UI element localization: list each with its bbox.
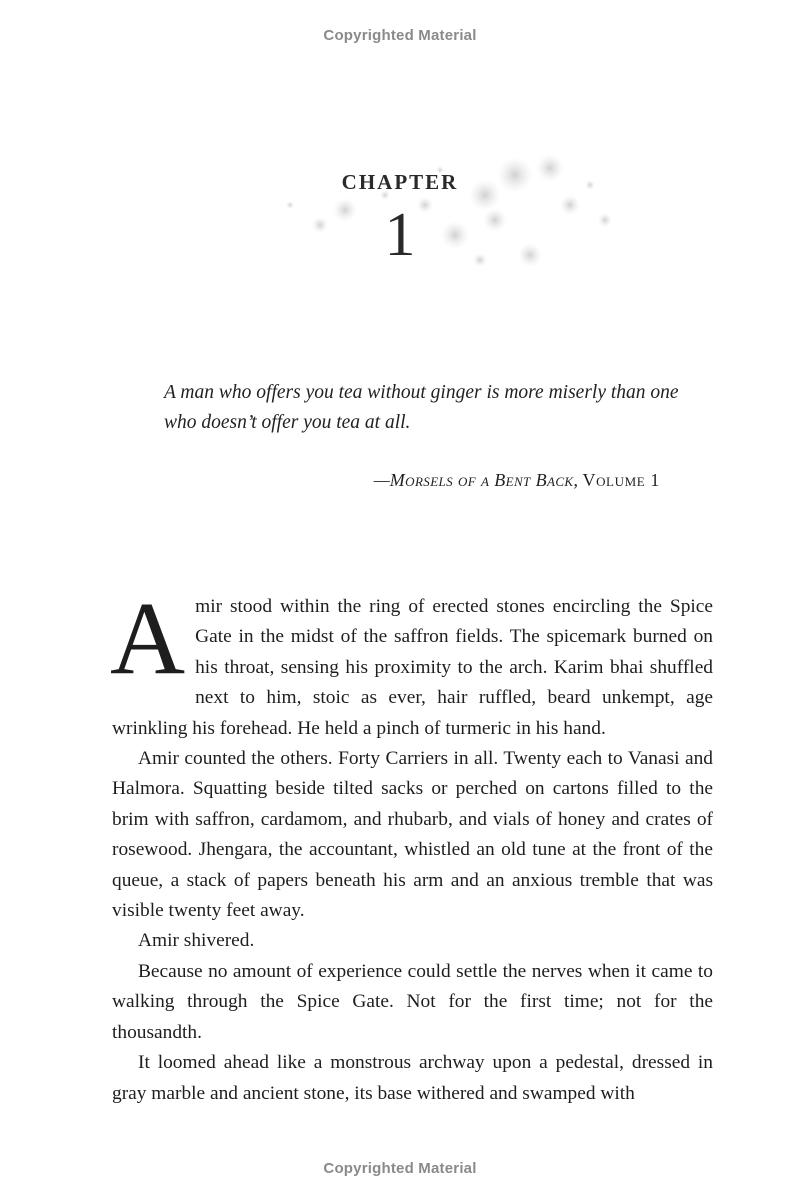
chapter-body	[110, 581, 713, 1109]
watermark-bottom: Copyrighted Material	[323, 1160, 477, 1177]
paragraph-text: mir stood within the ring of erected stones encircling the Spice Gate in the midst of the saffron fields. The spicemark burned on his throat, sensing his proximity to the arch. Karim bhai shuffled next to him, stoic as ever, hair ruffled, beard unkempt, age wrinkling his forehead. He held a pinch of turmeric in his hand.	[112, 596, 713, 739]
epigraph-quote: A man who offers you tea without ginger is more miserly than one who doesn’t offer you tea at all.	[164, 382, 679, 433]
attribution-work-title: Morsels of a Bent Back	[389, 470, 574, 490]
watermark-top: Copyrighted Material	[323, 27, 477, 44]
epigraph-attribution	[0, 470, 660, 491]
paragraph: It loomed ahead like a monstrous archway upon a pedestal, dressed in gray marble and ancient stone, its base withered and swamped with	[112, 1052, 713, 1104]
paragraph: Because no amount of experience could settle the nerves when it came to walking through the Spice Gate. Not for the first time; not for the thousandth.	[112, 960, 713, 1043]
attribution-separator: ,	[573, 470, 583, 490]
attribution-volume: Volume 1	[582, 470, 660, 490]
paragraph	[110, 581, 713, 744]
paragraph: Amir counted the others. Forty Carriers in all. Twenty each to Vanasi and Halmora. Squatting beside tilted sacks or perched on cartons filled to the brim with saffron, cardamom, and rhubarb, and vials of honey and crates of rosewood. Jhengara, the accountant, whistled an old tune at the front of the queue, a stack of papers beneath his arm and an anxious tremble that was visible twenty feet away.	[112, 748, 713, 922]
paragraph: Amir shivered.	[138, 930, 255, 952]
epigraph	[164, 378, 684, 438]
chapter-heading	[0, 150, 800, 320]
chapter-label: CHAPTER	[341, 170, 459, 194]
drop-cap: A	[110, 581, 186, 696]
attribution-dash: —	[373, 470, 390, 490]
chapter-number: 1	[384, 201, 416, 269]
